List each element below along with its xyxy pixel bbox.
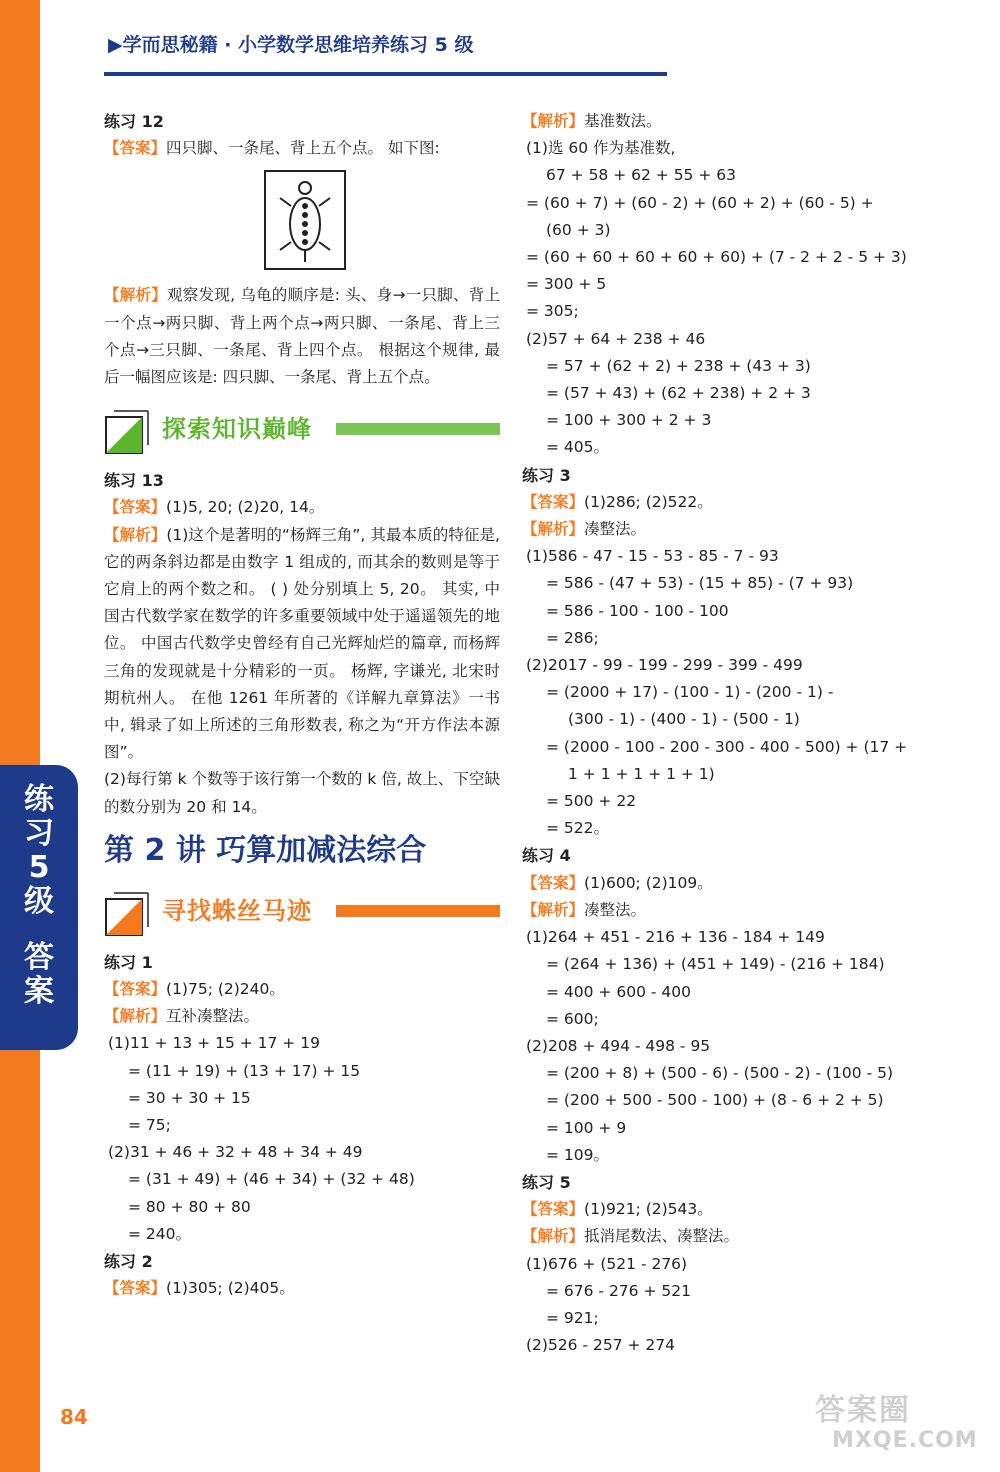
calc-line: = 300 + 5 (526, 275, 607, 294)
calc-line: = 75; (128, 1116, 171, 1135)
answer-tag: 【答案】 (522, 873, 585, 892)
answer-text: 四只脚、一条尾、背上五个点。 如下图: (166, 139, 440, 158)
analysis-tag: 【解析】 (522, 520, 585, 539)
exercise-title: 练习 12 (104, 112, 164, 131)
answer-text: (1)921; (2)543。 (584, 1200, 713, 1219)
answer-text: (1)600; (2)109。 (584, 873, 713, 892)
calc-line: = 240。 (128, 1224, 191, 1243)
exercise-title: 练习 2 (104, 1252, 153, 1272)
turtle-figure (104, 162, 500, 282)
exercise-title: 练习 3 (522, 465, 571, 485)
analysis-text: 抵消尾数法、凑整法。 (584, 1227, 740, 1246)
calc-line: (2)57 + 64 + 238 + 46 (526, 329, 706, 348)
answer-tag: 【答案】 (104, 498, 167, 517)
calc-line: = (31 + 49) + (46 + 34) + (32 + 48) (128, 1170, 415, 1189)
section-icon (104, 891, 150, 937)
analysis-tag: 【解析】 (522, 112, 585, 130)
calc-line: = 57 + (62 + 2) + 238 + (43 + 3) (546, 356, 811, 375)
calc-line: (2)2017 - 99 - 199 - 299 - 399 - 499 (526, 656, 803, 675)
analysis-tag: 【解析】 (522, 1227, 585, 1246)
calc-line: 67 + 58 + 62 + 55 + 63 (546, 166, 736, 185)
calc-line: = (60 + 7) + (60 - 2) + (60 + 2) + (60 - 5) + (526, 193, 874, 212)
calc-line: = 522。 (546, 819, 609, 838)
section-header-explore (104, 401, 500, 461)
page-number: 84 (60, 1405, 88, 1429)
exercise-title: 练习 5 (522, 1172, 571, 1192)
turtle-icon (266, 172, 344, 268)
side-tab-char: 练 (24, 782, 54, 817)
answer-tag: 【答案】 (104, 139, 167, 158)
calc-line: (2)31 + 46 + 32 + 48 + 34 + 49 (108, 1143, 363, 1162)
calc-line: = (11 + 19) + (13 + 17) + 15 (128, 1061, 361, 1080)
calc-line: 1 + 1 + 1 + 1 + 1) (568, 764, 715, 783)
calc-line: (1)586 - 47 - 15 - 53 - 85 - 7 - 93 (526, 547, 779, 566)
right-column (522, 108, 942, 1359)
section-title: 寻找蛛丝马迹 (162, 896, 312, 925)
answer-text: (1)305; (2)405。 (166, 1279, 295, 1298)
calc-line: = 676 - 276 + 521 (546, 1281, 691, 1300)
calc-line: = (2000 + 17) - (100 - 1) - (200 - 1) - (546, 683, 834, 702)
watermark-logo: 答案圈 (815, 1393, 911, 1428)
calc-line: = 586 - (47 + 53) - (15 + 85) - (7 + 93) (546, 574, 854, 593)
section-bar (336, 905, 500, 917)
calc-line: = 109。 (546, 1145, 609, 1164)
side-tab-char: 案 (24, 974, 54, 1009)
analysis-tag: 【解析】 (522, 900, 585, 919)
calc-line: (60 + 3) (546, 220, 611, 239)
calc-line: = 100 + 9 (546, 1118, 627, 1137)
calc-line: = 100 + 300 + 2 + 3 (546, 411, 712, 430)
calc-line: (1)264 + 451 - 216 + 136 - 184 + 149 (526, 928, 825, 947)
analysis-tag: 【解析】 (104, 1007, 167, 1026)
answer-text: (1)286; (2)522。 (584, 492, 713, 511)
exercise-title: 练习 4 (522, 846, 571, 866)
calc-line: (1)676 + (521 - 276) (526, 1254, 688, 1273)
answer-text: (1)75; (2)240。 (166, 980, 285, 999)
calc-line: = 400 + 600 - 400 (546, 982, 691, 1001)
book-header: ▶学而思秘籍 · 小学数学思维培养练习 5 级 (108, 34, 474, 56)
answer-tag: 【答案】 (104, 1279, 167, 1298)
left-column (104, 108, 500, 1303)
answer-tag: 【答案】 (104, 980, 167, 999)
turtle-image (264, 170, 346, 270)
watermark-url: MXQE.COM (832, 1428, 978, 1453)
answer-text: (1)5, 20; (2)20, 14。 (166, 498, 325, 517)
lecture-title: 第 2 讲 巧算加减法综合 (104, 832, 427, 868)
section-icon (104, 409, 150, 455)
analysis-tag: 【解析】 (104, 286, 168, 305)
calc-line: = 286; (546, 628, 599, 647)
calc-line: = 405。 (546, 438, 609, 457)
calc-line: = 500 + 22 (546, 792, 637, 811)
analysis-text: 凑整法。 (584, 900, 647, 919)
analysis-text: 观察发现, 乌龟的顺序是: 头、身→一只脚、背上一个点→两只脚、背上两个点→两只脚、一条尾、背上三个点→三只脚、一条尾、背上四个点。 根据这个规律, 最后一幅图应该是: 四只脚、一条尾、背上五个点。 (104, 286, 500, 387)
exercise-title: 练习 13 (104, 471, 164, 491)
header-rule (104, 72, 667, 76)
calc-line: = (57 + 43) + (62 + 238) + 2 + 3 (546, 384, 811, 403)
calc-line: = 305; (526, 302, 579, 321)
exercise-title: 练习 1 (104, 952, 153, 972)
calc-line: = (264 + 136) + (451 + 149) - (216 + 184) (546, 955, 885, 974)
analysis-text: 互补凑整法。 (166, 1007, 260, 1026)
calc-line: (2)208 + 494 - 498 - 95 (526, 1036, 711, 1055)
calc-line: = (200 + 500 - 500 - 100) + (8 - 6 + 2 + 5) (546, 1091, 884, 1110)
analysis-tag: 【解析】 (104, 525, 167, 544)
side-tab-char: 5 (28, 850, 50, 885)
side-tab-char: 级 (24, 884, 54, 919)
calc-line: (1)选 60 作为基准数, (526, 139, 676, 158)
section-title: 探索知识巅峰 (162, 415, 312, 444)
analysis-text: (2)每行第 k 个数等于该行第一个数的 k 倍, 故上、下空缺的数分别为 20 和 14。 (104, 770, 500, 816)
analysis-text: (1)这个是著明的“杨辉三角”, 其最本质的特征是, 它的两条斜边都是由数字 1 组成的, 而其余的数则是等于它肩上的两个数之和。 ( ) 处分别填上 5, 20。 其实, 中国古代数学家在数学的许多重要领域中处于遥遥领先的地位。 中国古代数学史曾经有自己光辉灿烂的篇章, 而杨辉三角的发现就是十分精彩的一页。 杨辉, 字谦光, 北宋时期杭州人。 在他 1261 年所著的《详解九章算法》一书中, 辑录了如上所述的三角形数表, 称之为“开方作法本源图”。 (104, 525, 500, 762)
calc-line: (2)526 - 257 + 274 (526, 1336, 675, 1355)
calc-line: = 600; (546, 1009, 599, 1028)
side-tab-char: 答 (24, 940, 54, 975)
calc-line: (300 - 1) - (400 - 1) - (500 - 1) (568, 710, 800, 729)
analysis-text: 基准数法。 (584, 112, 662, 130)
calc-line: (1)11 + 13 + 15 + 17 + 19 (108, 1034, 320, 1053)
section-header-clues (104, 883, 500, 943)
calc-line: = (200 + 8) + (500 - 6) - (500 - 2) - (100 - 5) (546, 1064, 893, 1083)
calc-line: = 30 + 30 + 15 (128, 1088, 251, 1107)
side-color-bar (0, 0, 40, 1472)
side-tab (0, 765, 78, 1050)
answer-tag: 【答案】 (522, 1200, 585, 1219)
calc-line: = 586 - 100 - 100 - 100 (546, 601, 729, 620)
answer-tag: 【答案】 (522, 492, 585, 511)
calc-line: = 921; (546, 1308, 599, 1327)
analysis-text: 凑整法。 (584, 520, 647, 539)
calc-line: = (2000 - 100 - 200 - 300 - 400 - 500) + (17 + (546, 737, 908, 756)
calc-line: = (60 + 60 + 60 + 60 + 60) + (7 - 2 + 2 - 5 + 3) (526, 248, 907, 267)
section-bar (336, 423, 500, 435)
calc-line: = 80 + 80 + 80 (128, 1197, 251, 1216)
side-tab-char: 习 (24, 816, 54, 851)
